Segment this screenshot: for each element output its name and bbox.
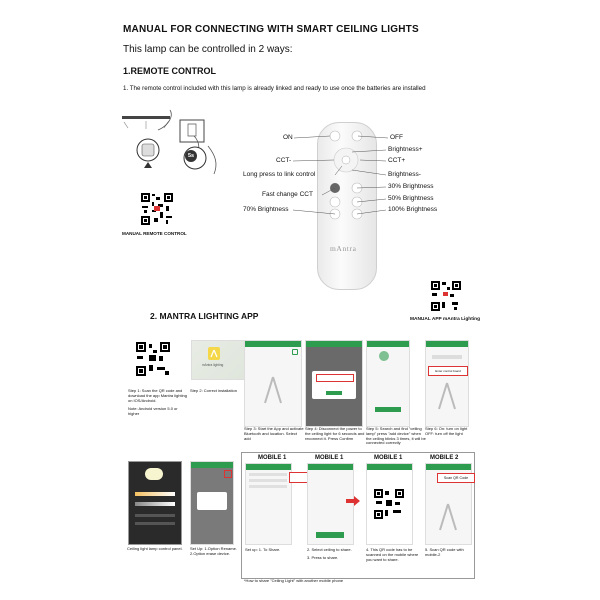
remote-pairing-illustration xyxy=(118,106,238,178)
mobile2-label: MOBILE 2 xyxy=(430,455,459,461)
app-logo-icon xyxy=(210,349,218,358)
remote-buttons xyxy=(317,122,375,232)
label-70-brightness: 70% Brightness xyxy=(243,206,289,213)
label-long-press-link: Long press to link control xyxy=(243,171,316,178)
step3-phone xyxy=(244,340,302,427)
label-cct-minus: CCT- xyxy=(276,157,292,164)
control-panel-phone xyxy=(128,461,182,545)
app-heading: 2. MANTRA LIGHTING APP xyxy=(150,311,259,321)
step5-text: Step 5: Search and find "ceiling lamp" press "add device" when the ceiling blinks 3 times, it will be connected correctly xyxy=(366,426,426,446)
label-cct-plus: CCT+ xyxy=(388,157,406,164)
step6-text: Step 6: On: turn on light OFF: turn off the light xyxy=(425,426,468,436)
step3-text: Step 3: Start the App and activate Bluetooth and location. Select add xyxy=(244,426,304,441)
step2-text: Step 2: Correct installation xyxy=(190,388,237,393)
enter-control-label: Enter control board xyxy=(435,369,461,373)
scan-qr-button[interactable] xyxy=(437,473,475,483)
hold-5s-badge: 5s xyxy=(185,150,197,162)
label-on: ON xyxy=(283,134,293,141)
label-50-brightness: 50% Brightness xyxy=(388,195,434,202)
step1-text: Step 1: Scan the QR code and download the app Mantra lighting on IOS/Android. xyxy=(128,388,187,403)
label-brightness-minus: Brightness- xyxy=(388,171,421,178)
press-share-text: 3. Press to share. xyxy=(307,555,339,560)
manual-remote-qr[interactable] xyxy=(140,192,174,226)
arrow-right-icon xyxy=(346,496,360,506)
manual-remote-caption: MANUAL REMOTE CONTROL xyxy=(122,231,187,236)
remote-heading: 1.REMOTE CONTROL xyxy=(123,66,217,76)
mobile1-label-a: MOBILE 1 xyxy=(258,455,287,461)
step1-qr[interactable] xyxy=(135,341,171,377)
mobile1-label-b: MOBILE 1 xyxy=(315,455,344,461)
label-100-brightness: 100% Brightness xyxy=(388,206,438,213)
step1-note: Note: Android version 5.0 or higher xyxy=(128,406,178,416)
intro-text: This lamp can be controlled in 2 ways: xyxy=(123,44,293,55)
step4-phone xyxy=(305,340,363,427)
manual-app-caption: MANUAL APP mAntra Lighting xyxy=(410,317,480,322)
enter-control-callout[interactable] xyxy=(428,366,468,376)
page-title: MANUAL FOR CONNECTING WITH SMART CEILING LIGHTS xyxy=(123,24,419,35)
step2-app-icon-screen: mAntra lighting xyxy=(191,340,245,380)
setup-b-text: Set up: 1. To Share. xyxy=(245,547,281,552)
manual-app-qr[interactable] xyxy=(430,280,462,312)
label-fast-change-cct: Fast change CCT xyxy=(262,191,313,198)
label-brightness-plus: Brightness+ xyxy=(388,146,423,153)
setup-phone xyxy=(190,461,234,545)
select-share-text: 2. Select ceiling to share. xyxy=(307,547,352,552)
panel-caption: Ceiling light lamp control panel. xyxy=(127,546,183,551)
qr-mobile-text: 4. This QR code has to be scanned on the mobile where you want to share. xyxy=(366,547,419,562)
step6-phone xyxy=(425,340,469,427)
label-30-brightness: 30% Brightness xyxy=(388,183,434,190)
step5-phone xyxy=(366,340,410,427)
share-footnote: *How to share "Ceiling Light" with another mobile phone xyxy=(244,578,344,583)
remote-brand: mAntra xyxy=(330,244,357,253)
share-qr xyxy=(373,488,405,520)
mobile1-label-c: MOBILE 1 xyxy=(374,455,403,461)
share-phone-3 xyxy=(366,463,413,545)
step4-text: Step 4: Disconnect the power to the ceiling light for 6 seconds and reconnect it. Press Confirm xyxy=(305,426,365,441)
scan-qr-label: Scan QR Code xyxy=(443,476,469,480)
setup-a-text: Set Up: 1.Option Rename. 2.Option erase device. xyxy=(190,546,237,556)
remote-text: 1. The remote control included with this lamp is already linked and ready to use once the batteries are installed xyxy=(123,85,426,92)
scan-mobile2-text: 5. Scan QR code with mobile-2 xyxy=(425,547,464,557)
label-off: OFF xyxy=(390,134,403,141)
share-phone-1 xyxy=(245,463,292,545)
